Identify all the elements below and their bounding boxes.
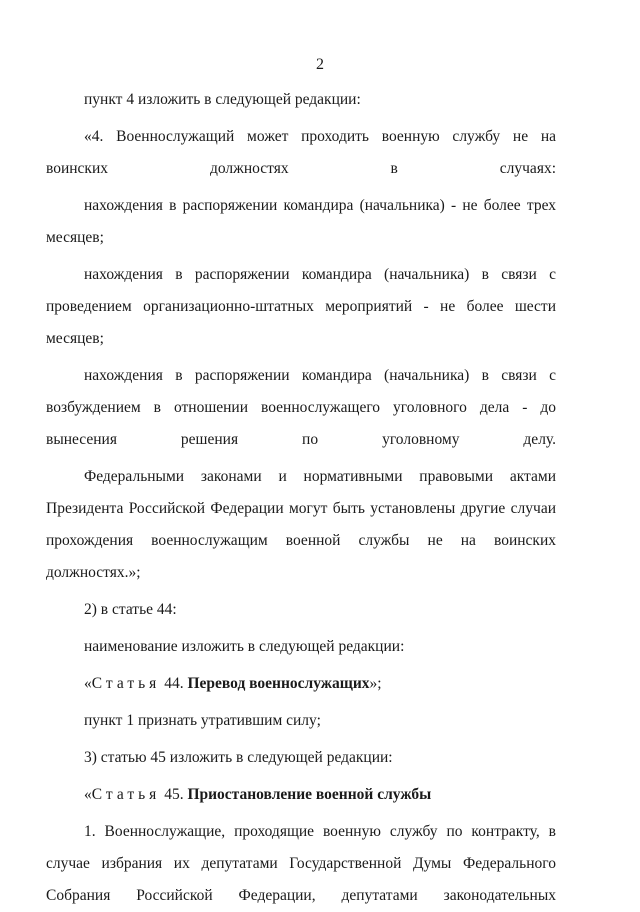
heading-article-45 bbox=[46, 779, 556, 811]
article-word: Статья bbox=[91, 786, 161, 803]
article-number: 45. bbox=[164, 786, 184, 803]
paragraph-article-44-ref: 2) в статье 44: bbox=[84, 601, 177, 618]
quote-close: »; bbox=[369, 675, 382, 692]
paragraph-case-1: нахождения в распоряжении командира (начальника) - не более трех месяцев; bbox=[46, 197, 556, 246]
paragraph-case-3: нахождения в распоряжении командира (начальника) в связи с возбуждением в отношении военнослужащего уголовного дела - до вынесения решения по уголовному делу. bbox=[46, 367, 556, 448]
paragraph-intro: пункт 4 изложить в следующей редакции: bbox=[84, 91, 361, 108]
article-number: 44. bbox=[164, 675, 184, 692]
document-body bbox=[46, 84, 556, 912]
paragraph-point-4: «4. Военнослужащий может проходить военную службу не на воинских должностях в случаях: bbox=[46, 128, 556, 177]
paragraph-case-2: нахождения в распоряжении командира (начальника) в связи с проведением организационно-штатных мероприятий - не более шести месяцев; bbox=[46, 266, 556, 347]
article-word: Статья bbox=[91, 675, 161, 692]
paragraph-article-45-ref: 3) статью 45 изложить в следующей редакции: bbox=[84, 749, 393, 766]
article-title: Приостановление военной службы bbox=[187, 786, 432, 803]
paragraph-point-1-repeal: пункт 1 признать утратившим силу; bbox=[84, 712, 321, 729]
quote-open: « bbox=[84, 675, 92, 692]
heading-article-44 bbox=[46, 668, 556, 700]
paragraph-federal-laws: Федеральными законами и нормативными правовыми актами Президента Российской Федерации могут быть установлены другие случаи прохождения военнослужащим военной службы не на воинских должностях.»; bbox=[46, 468, 556, 581]
page-number: 2 bbox=[316, 56, 324, 73]
article-title: Перевод военнослужащих bbox=[187, 675, 370, 692]
quote-open: « bbox=[84, 786, 92, 803]
paragraph-name-edit: наименование изложить в следующей редакции: bbox=[84, 638, 405, 655]
paragraph-article-45-point-1: 1. Военнослужащие, проходящие военную службу по контракту, в случае избрания их депутатами Государственной Думы Федерального Собрания Российской Федерации, депутатами законодательных bbox=[46, 823, 556, 904]
